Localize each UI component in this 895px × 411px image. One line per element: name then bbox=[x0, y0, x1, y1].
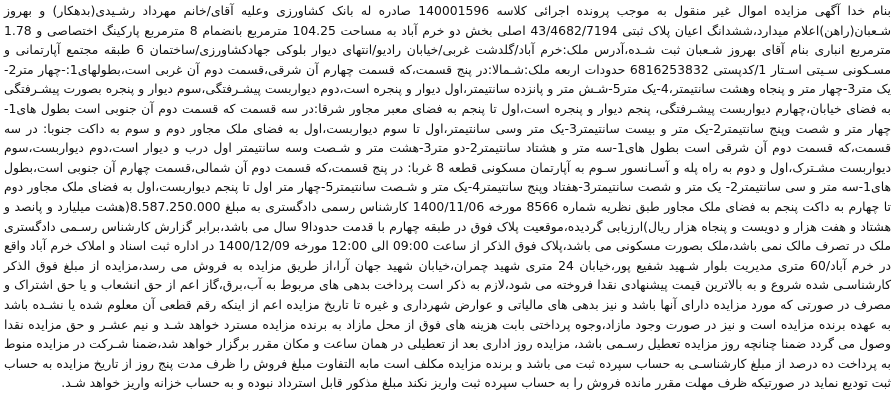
auction-notice-text: بنام خدا آگهی مزایده اموال غیر منقول به موجب پرونده اجرائی کلاسه 140001596 صادره له بانک کشاورزی وعلیه آقای/خانم مهرداد رشـیدی(بدهکار) و بهروز شـعبان(راهن)اعلام میدارد،ششدانگ اعیان پلاک ثبتی 43/4682/7194 اصلی بخش دو خرم آباد به مساحت 104.25 مترمربع بانضمام 8 مترمربع پارکینگ اختصاصی و 1.78 مترمربع انباری بنام آقای بهروز شـعبان ثبت شـده،آدرس ملک:خرم آباد/گلدشت غربی/خیابان رادیو/انتهای دیوار بلوکی جهادکشاورزی/ساختمان 6 طبقه مجتمع آپارتمانی و مسـکونی سـیتی اسـتار 1/کدپستی 6816253832 حدودات اربعه ملک:شـمالا:در پنج قسمت،که قسمت چهارم آن شرقی،قسمت دوم آن غربی است،بطولهای1:-چهار متر2-یک متر3-چهار متر و پنجاه وهشت سانتیمتر،4-یک متر5-شـش متر و پانزده سانتیمتر،اول دیوار و پنجره است،دوم دیواربست پیشـرفتگی،سوم دیوار و پنجره بصورت پیشـرفتگی به فضای خیابان،چهارم دیواربست پیشـرفتگی، پنجم دیوار و پنجره است،اول تا پنجم به فضای معبر مجاور شرقا:در سه قسمت که قسمت دوم آن جنوبی است بطول های1-چهار متر و شصت وپنج سانتیمتر2-یک متر و بیست سانتیمتر3-یک متر وسی سانتیمتر،اول تا سوم دیواربست،اول به فضای ملک مجاور دوم و سوم به داکت جنوبا: در سه قسمت،که قسمت دوم آن شرقی است بطول های1-سه متر و هشتاد سانتیمتر2-دو متر3-هشت متر و شـصت وسه سانتیمتر اول درب و دیوار است،دوم دیواربست،سوم دیواربست مشـترک،اول و دوم به راه پله و آسـانسور سـوم به آپارتمان مسکونی قطعه 8 غربا: در پنج قسمت،که قسمت دوم آن شمالی،قسمت چهارم آن جنوبی است،بطول های1-سه متر و سی سانتیمتر2- یک متر و شصت سانتیمتر3-هفتاد وپنج سانتیمتر4-یک متر و شـصت سانتیمتر5-چهار متر اول تا پنجم دیواربست،اول به فضای ملک مجاور دوم تا چهارم به داکت پنجم به فضای ملک مجاور طبق نظریه شماره 8566 مورخه 1400/11/06 کارشناس رسمی دادگستری به مبلغ 8.587.250.000(هشت میلیارد و پانصد و هشتاد و هفت هزار و دویست و پنجاه هزار ریال)ارزیابی گردیده،موقعیت پلاک فوق در طبقه چهارم با قدمت حدودا9 سال می باشد،برابر گزارش کارشناس رسـمی دادگستری ملک در تصرف مالک نمی باشد،ملک بصورت مسکونی می باشد،پلاک فوق الذکر از ساعت 09:00 الی 12:00 مورخه 1400/12/09 در اداره ثبت اسناد و املاک خرم آباد واقع در خرم آباد/60 متری مدیریت بلوار شـهید شفیع پور،خیابان 24 متری شهید چمران،خیابان شهید جهان آرا،از طریق مزایده به فروش می رسد،مزایده از مبلغ فوق الذکر کارشناسـی شده شروع و به بالاترین قیمت پیشنهادی نقدا فروخته می شود،لازم به ذکر است پرداخت بدهی های مربوط به آب،برق،گاز اعم از حق انشعاب و یا حق اشتراک و مصرف در صورتی که مورد مزایده دارای آنها باشد و نیز بدهی های مالیاتی و عوارض شهرداری و غیره تا تاریخ مزایده اعم از اینکه رقم قطعی آن معلوم شده یا نشـده باشد به عهده برنده مزایده است و نیز در صورت وجود مازاد،وجوه پرداختی بابت هزینه های فوق از محل مازاد به برنده مزایده مسترد خواهد شـد و نیم عشـر و حق مزایده نقدا وصول می گردد ضمنا چنانچه روز مزایده تعطیل رسـمی باشد، مزایده روز اداری بعد از تعطیلی در همان ساعت و مکان مقرر برگزار خواهد شد،ضمنا شـرکت در مزایده منوط به پرداخت ده درصد از مبلغ کارشناسـی به حساب سپرده ثبت می باشد و برنده مزایده مکلف است مابه التفاوت مبلغ فروش را ظرف مدت پنج روز از تاریخ مزایده به حساب ثبت تودیع نماید در صورتیکه ظرف مهلت مقرر مانده فروش را به حساب سپرده ثبت واریز نکند مبلغ مذکور قابل استرداد نبوده و به حساب خزانه واریز خواهد شـد. bbox=[4, 3, 892, 391]
